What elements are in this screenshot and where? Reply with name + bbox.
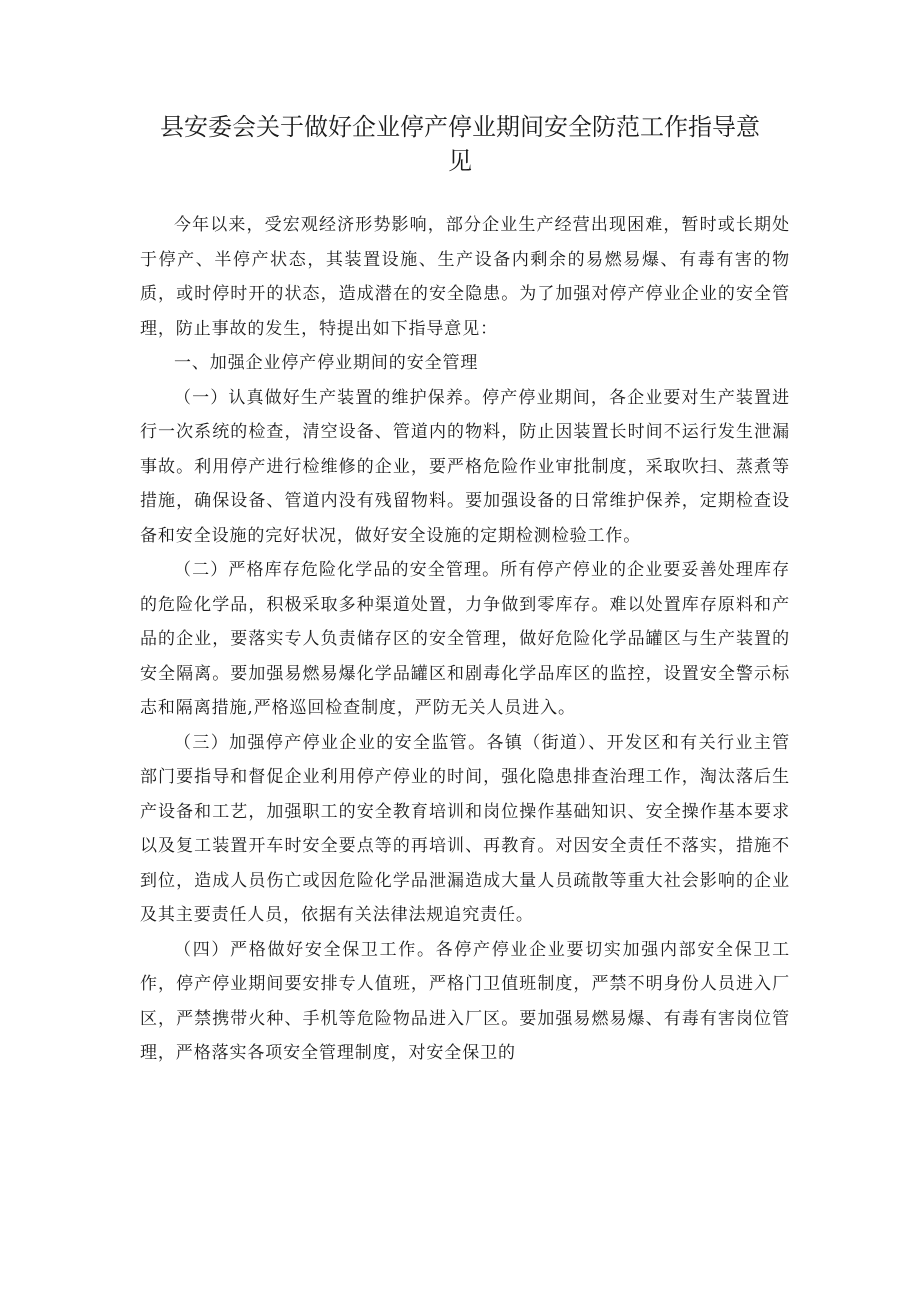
document-body xyxy=(140,208,790,1071)
intro-paragraph: 今年以来，受宏观经济形势影响，部分企业生产经营出现困难，暂时或长期处于停产、半停产状态，其装置设施、生产设备内剩余的易燃易爆、有毒有害的物质，或时停时开的状态，造成潜在的安全隐患。为了加强对停产停业企业的安全管理，防止事故的发生，特提出如下指导意见： xyxy=(140,215,790,339)
item-4-paragraph: （四）严格做好安全保卫工作。各停产停业企业要切实加强内部安全保卫工作，停产停业期间要安排专人值班，严格门卫值班制度，严禁不明身份人员进入厂区，严禁携带火种、手机等危险物品进入厂区。要加强易燃易爆、有毒有害岗位管理，严格落实各项安全管理制度，对安全保卫的 xyxy=(140,939,790,1063)
section-heading-1: 一、加强企业停产停业期间的安全管理 xyxy=(174,353,479,373)
document-title: 县安委会关于做好企业停产停业期间安全防范工作指导意见 xyxy=(160,113,760,175)
item-3-paragraph: （三）加强停产停业企业的安全监管。各镇（街道）、开发区和有关行业主管部门要指导和督促企业利用停产停业的时间，强化隐患排查治理工作，淘汰落后生产设备和工艺，加强职工的安全教育培训和岗位操作基础知识、安全操作基本要求以及复工装置开车时安全要点等的再培训、再教育。对因安全责任不落实，措施不到位，造成人员伤亡或因危险化学品泄漏造成大量人员疏散等重大社会影响的企业及其主要责任人员，依据有关法律法规追究责任。 xyxy=(140,732,790,925)
item-1-paragraph: （一）认真做好生产装置的维护保养。停产停业期间，各企业要对生产装置进行一次系统的检查，清空设备、管道内的物料，防止因装置长时间不运行发生泄漏事故。利用停产进行检维修的企业，要严格危险作业审批制度，采取吹扫、蒸煮等措施，确保设备、管道内没有残留物料。要加强设备的日常维护保养，定期检查设备和安全设施的完好状况，做好安全设施的定期检测检验工作。 xyxy=(140,387,790,546)
item-2-paragraph: （二）严格库存危险化学品的安全管理。所有停产停业的企业要妥善处理库存的危险化学品，积极采取多种渠道处置，力争做到零库存。难以处置库存原料和产品的企业，要落实专人负责储存区的安全管理，做好危险化学品罐区与生产装置的安全隔离。要加强易燃易爆化学品罐区和剧毒化学品库区的监控，设置安全警示标志和隔离措施,严格巡回检查制度，严防无关人员进入。 xyxy=(140,560,790,718)
